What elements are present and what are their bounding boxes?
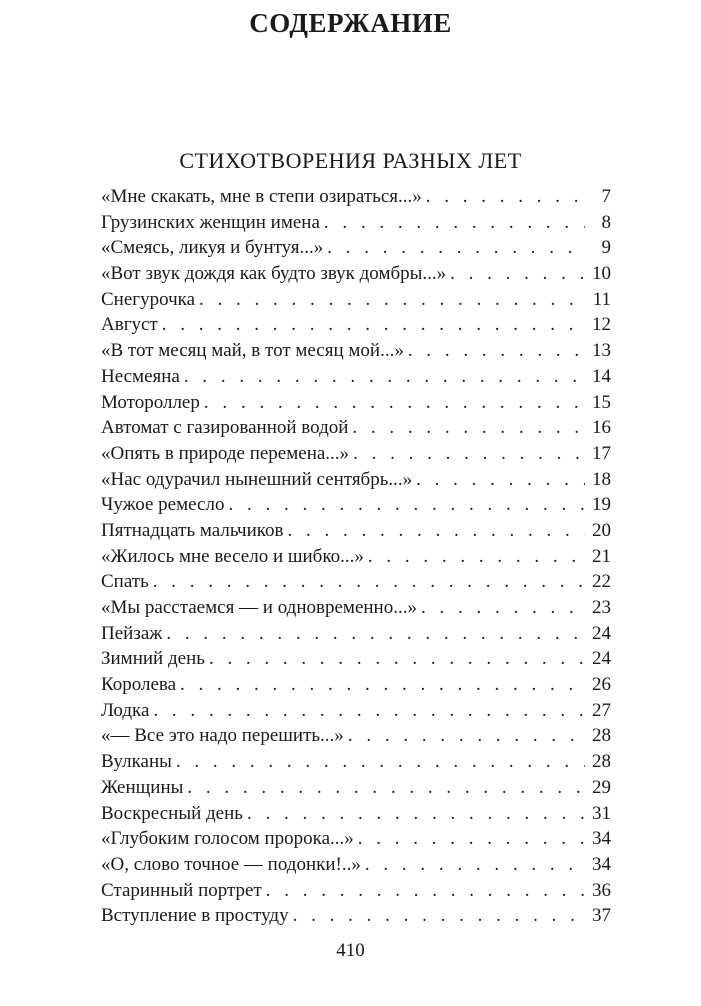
toc-leader xyxy=(184,364,585,390)
toc-entry-title: Зимний день xyxy=(101,648,205,670)
toc-leader xyxy=(353,441,585,467)
toc-entry xyxy=(101,878,611,904)
toc-leader xyxy=(348,723,585,749)
toc-entry xyxy=(101,672,611,698)
toc-entry xyxy=(101,749,611,775)
section-title: СТИХОТВОРЕНИЯ РАЗНЫХ ЛЕТ xyxy=(179,148,522,173)
toc-leader xyxy=(228,492,585,518)
toc-entry xyxy=(101,338,611,364)
toc-leader xyxy=(416,467,585,493)
toc-entry xyxy=(101,415,611,441)
toc-entry-title: «— Все это надо перешить...» xyxy=(101,725,344,747)
toc-entry-title: Воскресный день xyxy=(101,802,243,824)
toc-entry-title: Автомат с газированной водой xyxy=(101,417,349,439)
toc-entry xyxy=(101,518,611,544)
toc-entry-title: Пятнадцать мальчиков xyxy=(101,519,284,541)
toc-leader xyxy=(166,621,585,647)
toc-leader xyxy=(266,878,585,904)
toc-leader xyxy=(187,775,585,801)
toc-leader xyxy=(293,903,585,929)
toc-leader xyxy=(327,235,585,261)
toc-entry xyxy=(101,852,611,878)
toc-leader xyxy=(153,569,585,595)
toc-entry-page: 22 xyxy=(592,571,611,593)
toc-entry xyxy=(101,364,611,390)
toc-entry-page: 8 xyxy=(601,211,611,233)
toc-leader xyxy=(426,184,585,210)
table-of-contents xyxy=(101,184,611,929)
toc-entry-page: 26 xyxy=(592,674,611,696)
toc-entry-title: «Смеясь, ликуя и бунтуя...» xyxy=(101,237,324,259)
toc-leader xyxy=(408,338,585,364)
toc-entry-page: 9 xyxy=(601,237,611,259)
toc-entry-page: 28 xyxy=(592,725,611,747)
toc-leader xyxy=(450,261,585,287)
toc-entry xyxy=(101,723,611,749)
toc-entry-page: 16 xyxy=(592,417,611,439)
toc-entry-title: «Мы расстаемся — и одновременно...» xyxy=(101,597,417,618)
toc-entry-title: Мотороллер xyxy=(101,391,200,413)
toc-entry xyxy=(101,492,611,518)
toc-leader xyxy=(365,852,585,878)
toc-entry xyxy=(101,312,611,338)
toc-leader xyxy=(352,415,585,441)
toc-entry xyxy=(101,775,611,801)
toc-entry-title: «Нас одурачил нынешний сентябрь...» xyxy=(101,468,413,490)
toc-entry-page: 17 xyxy=(592,442,611,464)
toc-entry xyxy=(101,210,611,236)
toc-entry xyxy=(101,621,611,647)
toc-entry-page: 34 xyxy=(592,853,611,875)
toc-entry xyxy=(101,903,611,929)
toc-entry-title: «Мне скакать, мне в степи озираться...» xyxy=(101,186,422,207)
toc-entry-page: 20 xyxy=(592,519,611,541)
toc-entry-page: 27 xyxy=(592,699,611,721)
toc-entry xyxy=(101,287,611,313)
toc-entry-page: 36 xyxy=(592,879,611,901)
toc-entry-title: Женщины xyxy=(101,776,184,798)
toc-entry-title: «О, слово точное — подонки!..» xyxy=(101,853,361,875)
toc-entry-page: 34 xyxy=(592,828,611,850)
toc-entry xyxy=(101,826,611,852)
toc-entry-title: Несмеяна xyxy=(101,365,180,387)
toc-entry-page: 19 xyxy=(592,494,611,516)
toc-entry-page: 13 xyxy=(592,340,611,362)
toc-entry-page: 7 xyxy=(601,186,611,207)
toc-entry-title: Спать xyxy=(101,571,149,593)
page-number: 410 xyxy=(336,940,365,961)
toc-entry-title: «Жилось мне весело и шибко...» xyxy=(101,545,364,567)
page-title: СОДЕРЖАНИЕ xyxy=(249,8,452,38)
toc-entry-title: Вулканы xyxy=(101,751,172,773)
toc-entry xyxy=(101,595,611,621)
toc-entry-title: Вступление в простуду xyxy=(101,905,289,927)
toc-entry xyxy=(101,184,611,210)
toc-leader xyxy=(288,518,585,544)
toc-entry-title: Старинный портрет xyxy=(101,879,262,901)
toc-leader xyxy=(176,749,585,775)
toc-entry xyxy=(101,390,611,416)
toc-leader xyxy=(209,646,585,672)
toc-entry-page: 15 xyxy=(592,391,611,413)
toc-leader xyxy=(368,544,585,570)
toc-leader xyxy=(199,287,585,313)
toc-entry xyxy=(101,569,611,595)
toc-entry-title: «В тот месяц май, в тот месяц мой...» xyxy=(101,340,404,362)
toc-leader xyxy=(204,390,585,416)
toc-entry xyxy=(101,801,611,827)
toc-entry-page: 23 xyxy=(592,597,611,618)
toc-entry-page: 21 xyxy=(592,545,611,567)
toc-leader xyxy=(324,210,585,236)
toc-leader xyxy=(162,312,585,338)
toc-entry xyxy=(101,235,611,261)
toc-entry-page: 18 xyxy=(592,468,611,490)
toc-entry-title: Королева xyxy=(101,674,177,696)
toc-entry-title: Лодка xyxy=(101,699,150,721)
toc-entry-title: «Глубоким голосом пророка...» xyxy=(101,828,354,850)
toc-entry xyxy=(101,698,611,724)
toc-entry-page: 31 xyxy=(592,802,611,824)
toc-entry xyxy=(101,467,611,493)
toc-leader xyxy=(180,672,585,698)
toc-entry xyxy=(101,441,611,467)
toc-entry-title: Пейзаж xyxy=(101,622,163,644)
toc-entry xyxy=(101,544,611,570)
toc-entry-page: 29 xyxy=(592,776,611,798)
toc-entry-page: 24 xyxy=(592,648,611,670)
toc-entry-page: 28 xyxy=(592,751,611,773)
toc-leader xyxy=(247,801,585,827)
toc-entry-page: 11 xyxy=(592,288,611,310)
toc-leader xyxy=(153,698,585,724)
toc-entry-title: Август xyxy=(101,314,158,336)
toc-entry-title: Снегурочка xyxy=(101,288,196,310)
toc-entry-title: «Вот звук дождя как будто звук домбры...» xyxy=(101,263,447,285)
toc-entry-page: 12 xyxy=(592,314,611,336)
toc-entry-title: «Опять в природе перемена...» xyxy=(101,442,350,464)
toc-entry-page: 37 xyxy=(592,905,611,927)
toc-entry-title: Грузинских женщин имена xyxy=(101,211,320,233)
toc-entry-page: 10 xyxy=(592,263,611,285)
toc-entry-page: 24 xyxy=(592,622,611,644)
toc-entry xyxy=(101,261,611,287)
toc-leader xyxy=(358,826,585,852)
toc-leader xyxy=(421,595,585,621)
toc-entry-page: 14 xyxy=(592,365,611,387)
toc-entry-title: Чужое ремесло xyxy=(101,494,225,516)
toc-entry xyxy=(101,646,611,672)
